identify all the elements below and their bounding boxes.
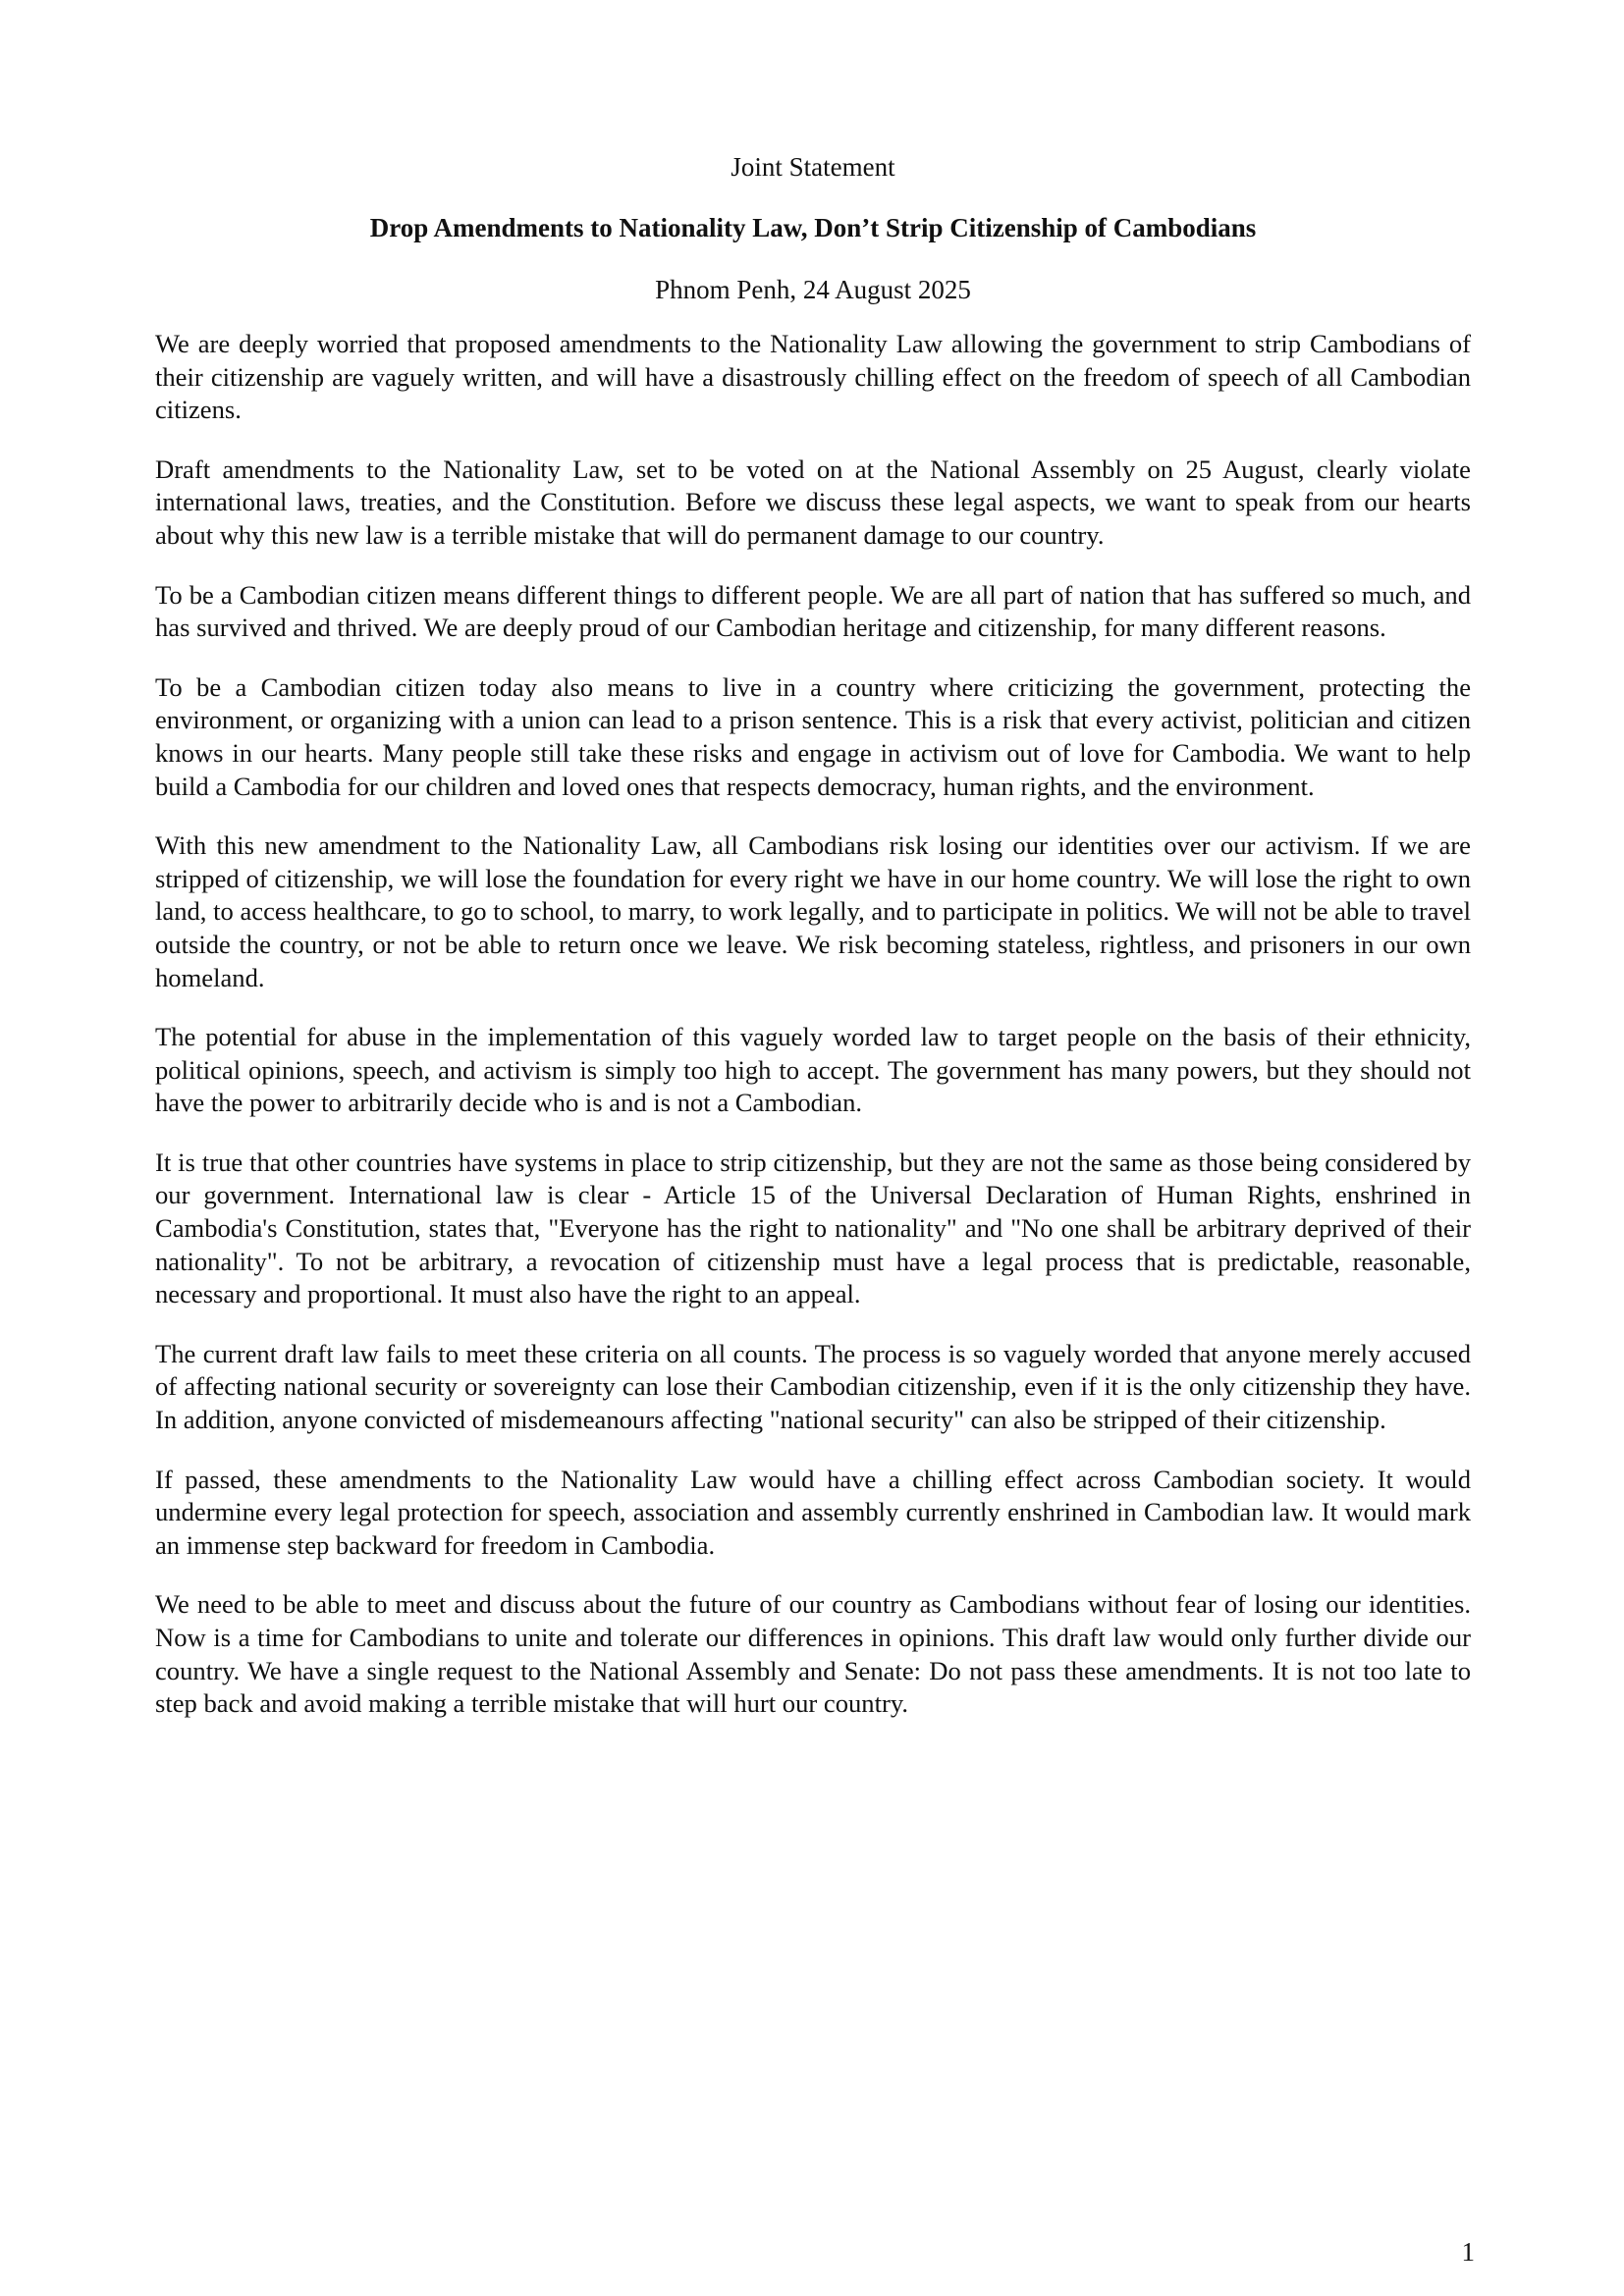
document-label: Joint Statement xyxy=(731,152,895,182)
paragraph-6: The potential for abuse in the implementation of this vaguely worded law to target people on the basis of their ethnicity, political opinions, speech, and activism is simply too high to accept. The government has many powers, but they should not have the power to arbitrarily decide who is and is not a Cambodian. xyxy=(155,1022,1471,1118)
paragraph-2: Draft amendments to the Nationality Law, set to be voted on at the National Assembly on 25 August, clearly violate international laws, treaties, and the Constitution. Before we discuss these legal aspects, we want to speak from our hearts about why this new law is a terrible mistake that will do permanent damage to our country. xyxy=(155,454,1471,550)
document-body xyxy=(155,149,1471,1747)
paragraph-10: We need to be able to meet and discuss about the future of our country as Cambodians without fear of losing our identities. Now is a time for Cambodians to unite and tolerate our differences in opinions. This draft law would only further divide our country. We have a single request to the National Assembly and Senate: Do not pass these amendments. It is not too late to step back and avoid making a terrible mistake that will hurt our country. xyxy=(155,1589,1471,1719)
paragraph-3: To be a Cambodian citizen means different things to different people. We are all part of nation that has suffered so much, and has survived and thrived. We are deeply proud of our Cambodian heritage and citizenship, for many different reasons. xyxy=(155,579,1471,643)
paragraph-8: The current draft law fails to meet these criteria on all counts. The process is so vaguely worded that anyone merely accused of affecting national security or sovereignty can lose their Cambodian citizenship, even if it is the only citizenship they have. In addition, anyone convicted of misdemeanours affecting "national security" can also be stripped of their citizenship. xyxy=(155,1338,1471,1435)
page-number: 1 xyxy=(1461,2237,1475,2267)
paragraph-9: If passed, these amendments to the Nationality Law would have a chilling effect across Cambodian society. It would undermine every legal protection for speech, association and assembly currently enshrined in Cambodian law. It would mark an immense step backward for freedom in Cambodia. xyxy=(155,1464,1471,1560)
paragraph-4: To be a Cambodian citizen today also means to live in a country where criticizing the government, protecting the environment, or organizing with a union can lead to a prison sentence. This is a risk that every activist, politician and citizen knows in our hearts. Many people still take these risks and engage in activism out of love for Cambodia. We want to help build a Cambodia for our children and loved ones that respects democracy, human rights, and the environment. xyxy=(155,671,1471,801)
paragraph-5: With this new amendment to the Nationality Law, all Cambodians risk losing our identities over our activism. If we are stripped of citizenship, we will lose the foundation for every right we have in our home country. We will lose the right to own land, to access healthcare, to go to school, to marry, to work legally, and to participate in politics. We will not be able to travel outside the country, or not be able to return once we leave. We risk becoming stateless, rightless, and prisoners in our own homeland. xyxy=(155,830,1471,992)
document-dateline: Phnom Penh, 24 August 2025 xyxy=(655,275,971,304)
document-title: Drop Amendments to Nationality Law, Don’t Strip Citizenship of Cambodians xyxy=(369,213,1257,242)
paragraph-1: We are deeply worried that proposed amendments to the Nationality Law allowing the government to strip Cambodians of their citizenship are vaguely written, and will have a disastrously chilling effect on the freedom of speech of all Cambodian citizens. xyxy=(155,329,1471,425)
paragraph-7: It is true that other countries have systems in place to strip citizenship, but they are not the same as those being considered by our government. International law is clear - Article 15 of the Universal Declaration of Human Rights, enshrined in Cambodia's Constitution, states that, "Everyone has the right to nationality" and "No one shall be arbitrary deprived of their nationality". To not be arbitrary, a revocation of citizenship must have a legal process that is predictable, reasonable, necessary and proportional. It must also have the right to an appeal. xyxy=(155,1147,1471,1309)
